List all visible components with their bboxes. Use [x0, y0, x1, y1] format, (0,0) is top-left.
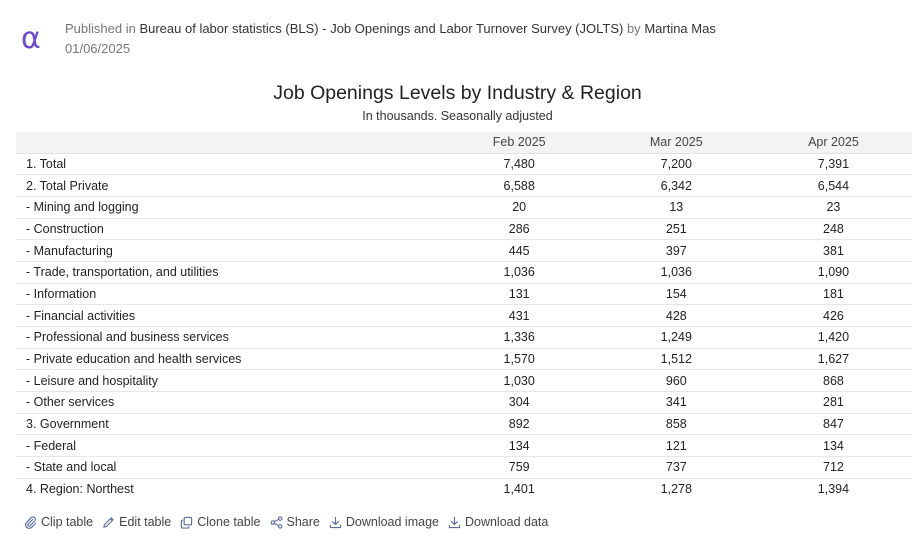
cell-value: 134 [441, 435, 598, 457]
paperclip-icon [24, 516, 37, 529]
table-row [16, 392, 912, 414]
table-row [16, 413, 912, 435]
source-link[interactable]: Bureau of labor statistics (BLS) - Job Openings and Labor Turnover Survey (JOLTS) [139, 21, 624, 36]
cell-value: 6,588 [441, 175, 598, 197]
cell-value: 304 [441, 392, 598, 414]
edit-table-button[interactable] [102, 515, 171, 529]
cell-value: 1,030 [441, 370, 598, 392]
row-label: 2. Total Private [16, 175, 441, 197]
cell-value: 712 [755, 457, 912, 479]
table-row [16, 175, 912, 197]
cell-value: 759 [441, 457, 598, 479]
download-image-button[interactable] [329, 515, 439, 529]
clip-table-button[interactable] [24, 515, 93, 529]
cell-value: 6,342 [598, 175, 755, 197]
table-row [16, 153, 912, 175]
cell-value: 1,278 [660, 482, 692, 497]
cell-value: 1,036 [441, 261, 598, 283]
cell-value: 154 [598, 283, 755, 305]
cell-value: 7,391 [755, 153, 912, 175]
table-row [16, 283, 912, 305]
cell-value: 121 [598, 435, 755, 457]
cell-value: 1,036 [598, 261, 755, 283]
cell-value: 1,512 [598, 348, 755, 370]
pencil-icon [102, 516, 115, 529]
author-link[interactable]: Martina Mas [644, 21, 716, 36]
cell-value: 431 [441, 305, 598, 327]
cell-value: 847 [755, 413, 912, 435]
row-label: - Private education and health services [16, 348, 441, 370]
cell-value: 892 [441, 413, 598, 435]
cell-value: 6,544 [755, 175, 912, 197]
row-label: - Information [16, 283, 441, 305]
table-row [16, 196, 912, 218]
cell-value: 428 [598, 305, 755, 327]
row-label: - Other services [16, 392, 441, 414]
share-label: Share [286, 515, 320, 529]
cell-value: 445 [441, 240, 598, 262]
row-label: - State and local [16, 457, 441, 479]
publication-line [65, 21, 716, 36]
table-row [16, 327, 912, 349]
edit-table-label: Edit table [119, 515, 172, 529]
row-label: 1. Total [16, 153, 441, 175]
row-label: - Manufacturing [16, 240, 441, 262]
column-header-label [16, 132, 441, 153]
cell-value: 1,401 [503, 482, 535, 497]
table-row [16, 218, 912, 240]
cell-value: 1,249 [598, 327, 755, 349]
row-label: - Financial activities [16, 305, 441, 327]
table-row [16, 478, 912, 500]
download-image-label: Download image [345, 515, 439, 529]
table-row [16, 348, 912, 370]
cell-value: 248 [755, 218, 912, 240]
row-label: - Mining and logging [16, 196, 441, 218]
cell-value: 23 [755, 196, 912, 218]
cell-value: 1,336 [441, 327, 598, 349]
cell-value: 7,200 [598, 153, 755, 175]
clone-table-button[interactable] [180, 515, 260, 529]
cell-value: 134 [755, 435, 912, 457]
cell-value: 7,480 [441, 153, 598, 175]
table-row [16, 457, 912, 479]
cell-value: 397 [598, 240, 755, 262]
table-row [16, 370, 912, 392]
clone-table-label: Clone table [197, 515, 261, 529]
cell-value: 13 [598, 196, 755, 218]
download-icon [448, 516, 461, 529]
cell-value: 1,420 [755, 327, 912, 349]
row-label: 3. Government [16, 413, 441, 435]
download-data-button[interactable] [448, 515, 548, 529]
published-prefix: Published in [65, 21, 136, 36]
publish-date: 01/06/2025 [65, 41, 131, 56]
table-header-row [16, 132, 912, 153]
alpha-logo-icon [20, 22, 50, 54]
cell-value: 131 [441, 283, 598, 305]
table-row [16, 435, 912, 457]
clip-table-label: Clip table [41, 515, 94, 529]
cell-value: 960 [598, 370, 755, 392]
cell-value: 858 [598, 413, 755, 435]
table-title: Job Openings Levels by Industry & Region [273, 82, 642, 104]
column-header: Apr 2025 [755, 132, 912, 153]
column-header: Feb 2025 [441, 132, 598, 153]
cell-value: 381 [755, 240, 912, 262]
copy-icon [180, 516, 193, 529]
row-label: - Construction [16, 218, 441, 240]
cell-value: 868 [755, 370, 912, 392]
table-row [16, 261, 912, 283]
table-actions-bar [24, 513, 557, 531]
cell-value: 1,394 [817, 482, 850, 497]
cell-value: 1,570 [441, 348, 598, 370]
download-icon [329, 516, 342, 529]
publication-header [20, 18, 900, 62]
cell-value: 20 [441, 196, 598, 218]
data-table [16, 132, 912, 500]
share-button[interactable] [270, 515, 320, 529]
share-icon [270, 516, 283, 529]
table-row [16, 240, 912, 262]
row-label: 4. Region: Northest [26, 482, 134, 497]
by-word: by [626, 21, 641, 36]
cell-value: 737 [598, 457, 755, 479]
cell-value: 1,627 [755, 348, 912, 370]
row-label: - Professional and business services [16, 327, 441, 349]
table-subtitle: In thousands. Seasonally adjusted [362, 109, 553, 123]
row-label: - Leisure and hospitality [16, 370, 441, 392]
table-row [16, 305, 912, 327]
row-label: - Trade, transportation, and utilities [16, 261, 441, 283]
cell-value: 341 [598, 392, 755, 414]
cell-value: 286 [441, 218, 598, 240]
download-data-label: Download data [464, 515, 549, 529]
cell-value: 181 [755, 283, 912, 305]
cell-value: 281 [755, 392, 912, 414]
cell-value: 1,090 [755, 261, 912, 283]
row-label: - Federal [16, 435, 441, 457]
svg-text:α: α [21, 22, 41, 54]
cell-value: 251 [598, 218, 755, 240]
column-header: Mar 2025 [598, 132, 755, 153]
cell-value: 426 [755, 305, 912, 327]
